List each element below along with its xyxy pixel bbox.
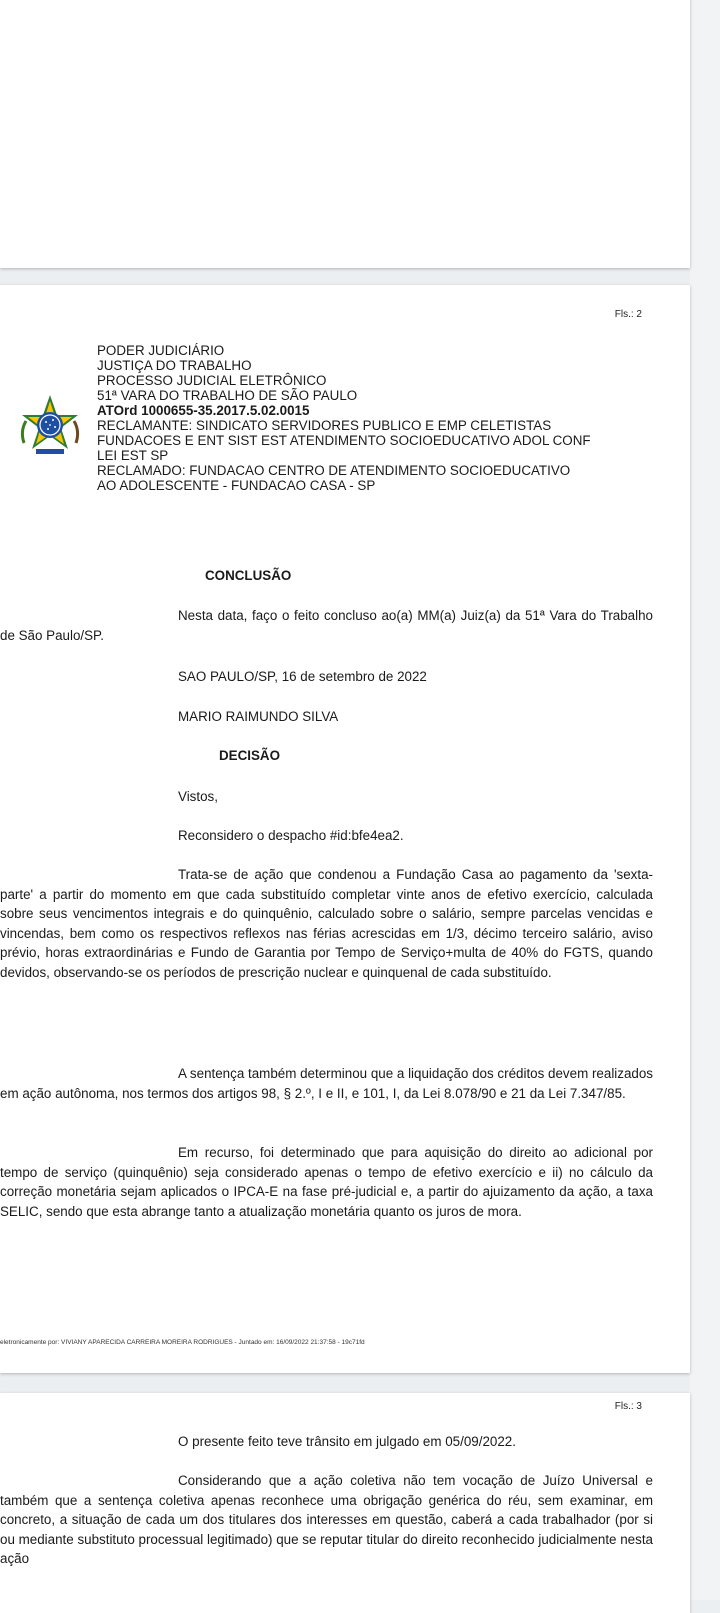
paragraph-2: A sentença também determinou que a liquidação dos créditos devem realizados em ação autônoma, nos termos dos artigos 98, § 2.º, I e II, e 101, I, da Lei 8.078/90 e 21 da Lei 7.347/85.: [0, 1066, 653, 1101]
brazil-coat-of-arms-emblem: [18, 393, 82, 457]
document-page-3: [0, 1393, 690, 1613]
decisao-title: DECISÃO: [219, 748, 281, 763]
paragraph-1: Trata-se de ação que condenou a Fundação Casa ao pagamento da 'sexta-parte' a partir do momento em que cada substituído completar vinte anos de efetivo exercício, calculada sobre seus vencimentos integrais e do quinquênio, calculado sobre o salário, sempre parcelas vencidas e vincendas, bem como os respectivos reflexos nas férias acrescidas em 1/3, décimo terceiro salário, aviso prévio, horas extraordinárias e Fundo de Garantia por Tempo de Serviço+multa de 40% do FGTS, quando devidos, observando-se os períodos de prescrição nuclear e quinquenal de cada substituído.: [0, 867, 653, 980]
document-page-1: [0, 0, 690, 268]
header-line: LEI EST SP: [97, 448, 169, 463]
header-line: AO ADOLESCENTE - FUNDACAO CASA - SP: [97, 478, 376, 493]
header-line: FUNDACOES E ENT SIST EST ATENDIMENTO SOCIOEDUCATIVO ADOL CONF: [97, 433, 591, 448]
reconsidero-line: Reconsidero o despacho #id:bfe4ea2.: [178, 828, 404, 843]
header-line: RECLAMANTE: SINDICATO SERVIDORES PUBLICO E EMP CELETISTAS: [97, 418, 552, 433]
paragraph-1: Considerando que a ação coletiva não tem vocação de Juízo Universal e também que a sentença coletiva apenas reconhece uma obrigação genérica do réu, sem examinar, em concreto, a situação de cada um dos titulares dos interesses em questão, caberá a cada trabalhador (por si ou mediante substituto processual legitimado) que se reputar titular do direito reconhecido judicialmente nesta ação: [0, 1473, 653, 1566]
header-line: 51ª VARA DO TRABALHO DE SÃO PAULO: [97, 388, 358, 403]
header-line: PODER JUDICIÁRIO: [97, 343, 225, 358]
place-date: SAO PAULO/SP, 16 de setembro de 2022: [178, 669, 427, 684]
document-header: [97, 343, 657, 493]
conclusao-text: Nesta data, faço o feito concluso ao(a) MM(a) Juiz(a) da 51ª Vara do Trabalho de São Paulo/SP.: [0, 608, 653, 643]
page-number: Fls.: 2: [614, 309, 642, 320]
header-line: JUSTIÇA DO TRABALHO: [97, 358, 252, 373]
transito-line: O presente feito teve trânsito em julgado em 05/09/2022.: [178, 1434, 516, 1449]
clerk-name: MARIO RAIMUNDO SILVA: [178, 709, 339, 724]
header-line: PROCESSO JUDICIAL ELETRÔNICO: [97, 373, 327, 388]
document-page-2: [0, 285, 690, 1373]
vistos-line: Vistos,: [178, 789, 218, 804]
header-line: RECLAMADO: FUNDACAO CENTRO DE ATENDIMENTO SOCIOEDUCATIVO: [97, 463, 571, 478]
conclusao-title: CONCLUSÃO: [205, 568, 292, 583]
paragraph-3: Em recurso, foi determinado que para aquisição do direito ao adicional por tempo de serviço (quinquênio) seja considerado apenas o tempo de efetivo exercício e ii) no cálculo da correção monetária sejam aplicados o IPCA-E na fase pré-judicial e, a partir do ajuizamento da ação, a taxa SELIC, sendo que esta abrange tanto a atualização monetária quanto os juros de mora.: [0, 1145, 653, 1219]
page-number: Fls.: 3: [614, 1401, 642, 1412]
case-number: ATOrd 1000655-35.2017.5.02.0015: [97, 403, 310, 418]
signature-footer: eletronicamente por: VIVIANY APARECIDA CARREIRA MOREIRA RODRIGUES - Juntado em: 16/09/2022 21:37:58 - 19c71fd: [0, 1339, 365, 1346]
scrollbar-track[interactable]: [690, 0, 720, 1600]
